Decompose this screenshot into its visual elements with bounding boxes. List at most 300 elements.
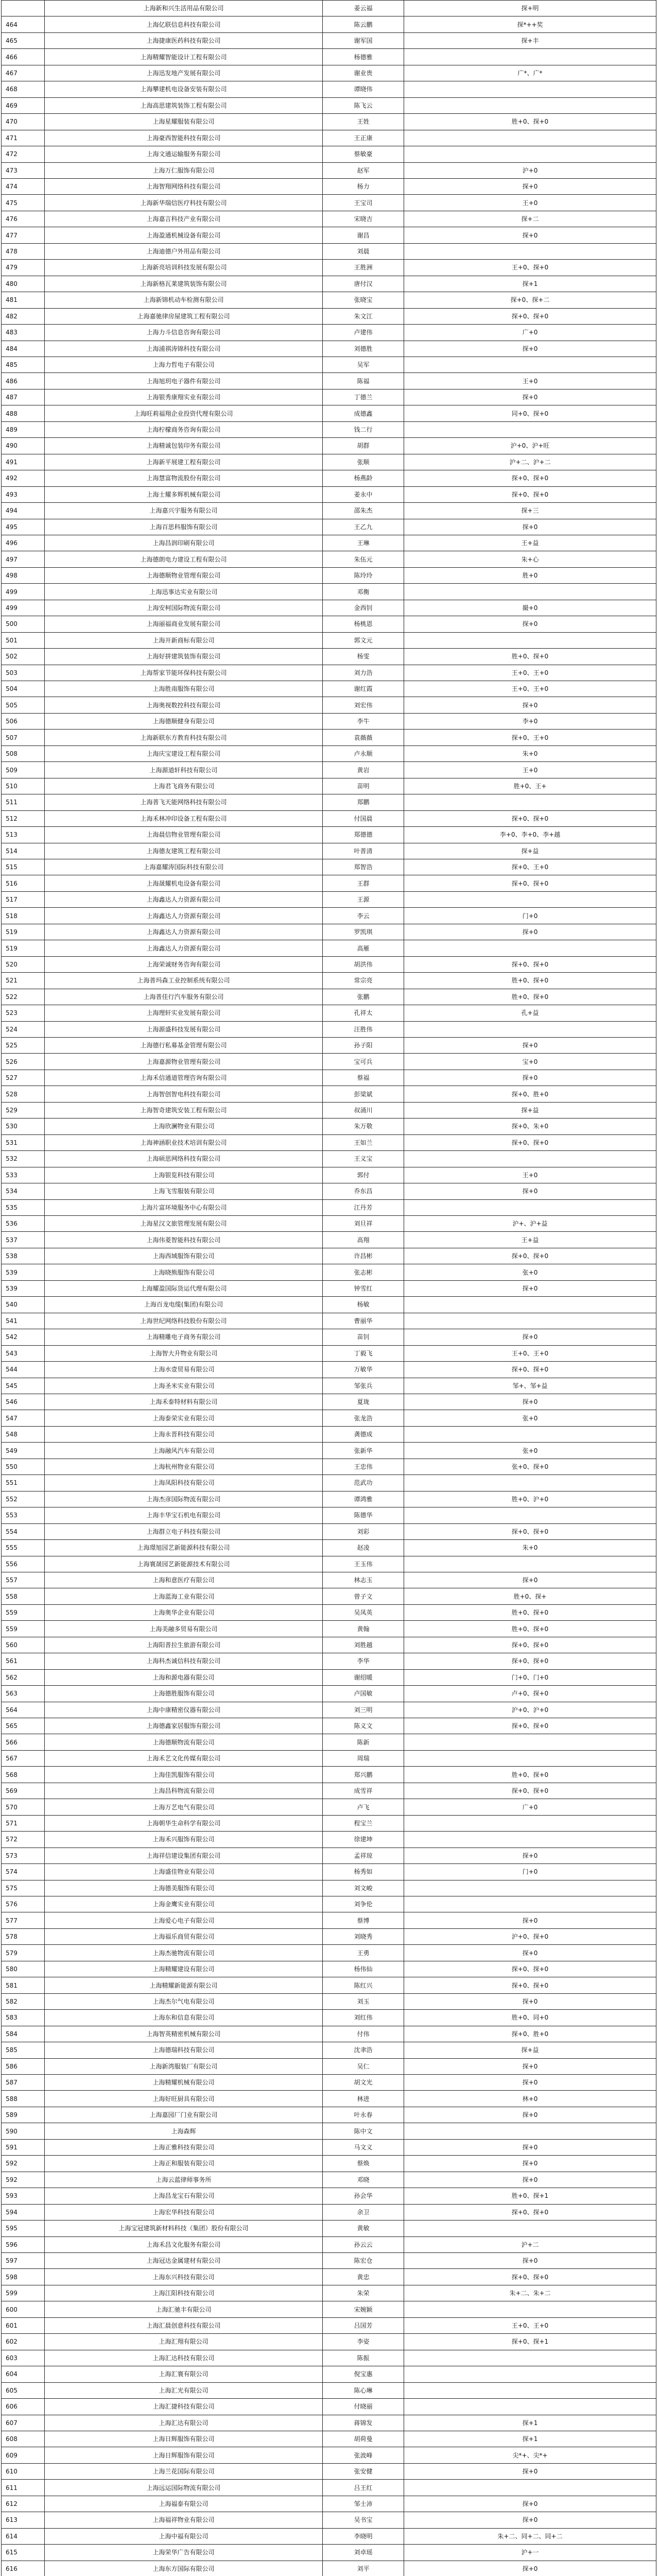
contact-person: 沈聿浩 [323,2042,404,2058]
row-number: 465 [2,32,45,48]
table-row [2,2236,656,2252]
contact-person: 金西钊 [323,600,404,616]
company-name: 上海汇翔有限公司 [45,2334,323,2350]
contact-person: 王如兰 [323,1134,404,1150]
row-number: 527 [2,1070,45,1086]
award-note [404,1313,656,1329]
table-row [2,1491,656,1507]
company-name: 上海普飞天能网络科技有限公司 [45,794,323,810]
contact-person: 龚德成 [323,1426,404,1442]
table-row [2,243,656,259]
company-name: 上海寰晟园艺新能源技术有限公司 [45,1556,323,1572]
table-row [2,1523,656,1539]
award-note [404,2480,656,2496]
row-number: 537 [2,1232,45,1248]
table-row [2,1604,656,1620]
row-number: 479 [2,260,45,276]
award-note: 朱+二、同+二、同+二 [404,2528,656,2544]
contact-person: 孙云云 [323,2236,404,2252]
contact-person: 吴仁 [323,2058,404,2074]
table-row [2,211,656,227]
company-name: 上海星耀服装有限公司 [45,114,323,130]
contact-person: 高雁 [323,940,404,956]
row-number: 466 [2,49,45,65]
company-name: 上海嘉兴宇服务有限公司 [45,503,323,519]
company-name: 上海好旺厨具有限公司 [45,2091,323,2107]
table-row [2,2042,656,2058]
row-number: 559 [2,1604,45,1620]
company-name: 上海圣米实业有限公司 [45,1378,323,1394]
table-row [2,1540,656,1556]
row-number: 492 [2,470,45,486]
award-note: 探+0 [404,2496,656,2512]
contact-person: 常宗亮 [323,973,404,989]
company-name: 上海迅事达实业有限公司 [45,584,323,600]
table-row [2,1297,656,1313]
row-number: 591 [2,2139,45,2155]
award-note: 林+0 [404,2091,656,2107]
award-note: 张+0、探+0 [404,1459,656,1475]
company-name: 上海丽福商业发展有限公司 [45,616,323,632]
company-name: 上海精雕电子商务有限公司 [45,1329,323,1345]
table-row [2,1848,656,1863]
table-row [2,2399,656,2415]
company-name: 上海汇达有限公司 [45,2415,323,2431]
table-row [2,1,656,16]
contact-person: 谢业贵 [323,65,404,81]
table-row [2,325,656,341]
row-number: 550 [2,1459,45,1475]
table-row [2,665,656,681]
row-number: 563 [2,1686,45,1702]
row-number: 540 [2,1297,45,1313]
award-note: 胜+0 [404,567,656,583]
contact-person: 付国晨 [323,810,404,826]
contact-person: 胡文光 [323,2075,404,2091]
table-row [2,730,656,745]
table-row [2,486,656,502]
company-name: 上海德胜服饰有限公司 [45,1686,323,1702]
contact-person: 范武功 [323,1475,404,1491]
contact-person: 蔡焕 [323,2156,404,2172]
table-row [2,195,656,211]
company-name: 上海宝冠建筑新材料科技（集团）股份有限公司 [45,2221,323,2236]
contact-person: 王忠伟 [323,1459,404,1475]
table-row [2,130,656,146]
company-name: 上海群立电子科技有限公司 [45,1523,323,1539]
row-number: 574 [2,1864,45,1880]
table-row [2,32,656,48]
company-name: 上海柠檬商务咨询有限公司 [45,421,323,437]
award-note: 李+0、李+0、李+越 [404,827,656,843]
award-note: 探+0、探+0 [404,308,656,324]
award-note [404,1815,656,1831]
company-name: 上海汇寰有限公司 [45,2366,323,2382]
company-name: 上海兰花国际有限公司 [45,2463,323,2479]
contact-person: 王义宝 [323,1151,404,1167]
table-row [2,551,656,567]
company-name: 上海百龙电缆(集团)有限公司 [45,1297,323,1313]
award-note: 胜+0、同+0 [404,2010,656,2026]
table-row [2,1410,656,1426]
contact-person: 张顺 [323,454,404,470]
contact-person: 陈德华 [323,1507,404,1523]
company-name: 上海东和信息有限公司 [45,2010,323,2026]
table-row [2,535,656,551]
row-number: 615 [2,2545,45,2561]
award-note: 探*++奖 [404,16,656,32]
award-note: 胜+0、探+ [404,1588,656,1604]
contact-person: 付晓丽 [323,2399,404,2415]
award-note: 探+0、探+0 [404,956,656,972]
award-note: 探+0、探+0 [404,486,656,502]
row-number: 588 [2,2091,45,2107]
row-number: 564 [2,1702,45,1718]
row-number: 524 [2,1021,45,1037]
table-row [2,713,656,729]
company-name: 上海德友建筑工程有限公司 [45,843,323,859]
award-note: 王+0 [404,762,656,778]
row-number: 562 [2,1669,45,1685]
company-name: 上海昌龙宝石有限公司 [45,2188,323,2204]
award-note [404,1475,656,1491]
row-number: 491 [2,454,45,470]
table-row [2,1232,656,1248]
table-row [2,1475,656,1491]
company-name: 上海禾林冲印设备工程有限公司 [45,810,323,826]
contact-person: 杨燕龄 [323,470,404,486]
row-number: 493 [2,486,45,502]
company-name: 上海普玛森工业控制系统有限公司 [45,973,323,989]
award-note: 宝+0 [404,1054,656,1070]
company-name: 上海云蓝律师事务所 [45,2172,323,2188]
contact-person: 胡群 [323,438,404,454]
table-row [2,1896,656,1912]
award-note: 探+0、探+0 [404,1961,656,1977]
table-row [2,1151,656,1167]
contact-person: 刘争伦 [323,1896,404,1912]
table-row [2,65,656,81]
row-number: 596 [2,2236,45,2252]
award-note: 王+0 [404,195,656,211]
award-note: 孔+益 [404,1005,656,1021]
table-row [2,1832,656,1848]
award-note: 门+0、门+0 [404,1669,656,1685]
table-row [2,1086,656,1102]
table-row [2,2431,656,2447]
contact-person: 刘力浩 [323,665,404,681]
table-row [2,2269,656,2285]
company-name: 上海凤阳科技有限公司 [45,1475,323,1491]
table-row [2,357,656,372]
company-name: 上海亿联信息科技有限公司 [45,16,323,32]
award-note: 探+益 [404,843,656,859]
contact-person: 孟祥琼 [323,1848,404,1863]
contact-person: 刘玉 [323,1993,404,2009]
company-name: 上海奥视数控科技有限公司 [45,697,323,713]
row-number: 518 [2,908,45,924]
table-row [2,1329,656,1345]
table-row [2,1702,656,1718]
contact-person: 谭晓伟 [323,81,404,97]
award-note [404,243,656,259]
table-row [2,2512,656,2528]
row-number: 517 [2,891,45,907]
table-row [2,778,656,794]
table-row [2,2415,656,2431]
contact-person: 邹士沛 [323,2496,404,2512]
award-note: 探+0、王+0 [404,730,656,745]
contact-person: 谢绍暖 [323,1669,404,1685]
award-note: 张+0 [404,1264,656,1280]
table-row [2,308,656,324]
company-name: 上海片富环境服务中心有限公司 [45,1199,323,1215]
row-number: 515 [2,859,45,875]
company-name: 上海爱心电子有限公司 [45,1912,323,1928]
contact-person: 宋晓吉 [323,211,404,227]
company-name: 上海福泰有限公司 [45,2496,323,2512]
contact-person: 杨力 [323,178,404,194]
company-name: 上海捷康医药科技有限公司 [45,32,323,48]
table-row [2,438,656,454]
contact-person: 陈振 [323,2350,404,2366]
table-row [2,2528,656,2544]
award-note: 探+0 [404,1945,656,1961]
row-number: 565 [2,1718,45,1734]
award-note: 探+0 [404,2139,656,2155]
company-name: 上海科杰诚信科技有限公司 [45,1653,323,1669]
award-note [404,2301,656,2317]
row-number: 570 [2,1799,45,1815]
award-note: 探+0、探+0 [404,810,656,826]
row-number: 513 [2,827,45,843]
row-number: 594 [2,2204,45,2220]
table-row [2,1345,656,1361]
contact-person: 谢红霞 [323,681,404,697]
award-note: 沪+二、沪+二 [404,454,656,470]
row-number: 581 [2,1977,45,1993]
table-row [2,114,656,130]
table-row [2,940,656,956]
company-name: 上海欣澜物业有限公司 [45,1118,323,1134]
award-note [404,1151,656,1167]
award-note: 探+0 [404,924,656,940]
award-note: 胜+0、沪+0 [404,1491,656,1507]
table-row [2,956,656,972]
table-row [2,373,656,389]
contact-person: 夏珑 [323,1394,404,1410]
award-note: 胜+0、王+ [404,778,656,794]
row-number: 472 [2,146,45,162]
award-note: 探+0 [404,519,656,535]
row-number: 535 [2,1199,45,1215]
row-number: 592 [2,2172,45,2188]
award-note [404,1297,656,1313]
row-number: 499 [2,584,45,600]
table-row [2,1054,656,1070]
row-number: 521 [2,973,45,989]
award-note: 探+0 [404,1070,656,1086]
table-row [2,49,656,65]
award-note: 探+0、胜+0 [404,1086,656,1102]
award-note: 王+0 [404,1167,656,1183]
table-row [2,1134,656,1150]
row-number: 584 [2,2026,45,2042]
row-number: 595 [2,2221,45,2236]
contact-person: 付伟 [323,2026,404,2042]
row-number: 578 [2,1928,45,1944]
award-note [404,940,656,956]
row-number: 485 [2,357,45,372]
award-note: 探+0、探+二 [404,292,656,308]
contact-person: 吕国芳 [323,2317,404,2333]
award-note: 探+0、探+0 [404,1134,656,1150]
award-note [404,97,656,113]
row-number: 507 [2,730,45,745]
table-row [2,2123,656,2139]
company-name: 上海德顺物流有限公司 [45,1734,323,1750]
contact-person: 蒋锦发 [323,2415,404,2431]
row-number: 549 [2,1443,45,1459]
contact-person: 叔涌川 [323,1102,404,1118]
row-number: 553 [2,1507,45,1523]
contact-person: 朱伍元 [323,551,404,567]
contact-person: 王乙九 [323,519,404,535]
award-note: 王+0、王+0 [404,1345,656,1361]
contact-person: 蔡博 [323,1912,404,1928]
row-number: 531 [2,1134,45,1150]
award-note: 探+益 [404,1102,656,1118]
row-number: 484 [2,341,45,357]
row-number: 471 [2,130,45,146]
award-note: 探+0 [404,1394,656,1410]
contact-person: 王胜洲 [323,260,404,276]
contact-person: 陈新 [323,1734,404,1750]
table-row [2,2204,656,2220]
company-name: 上海汇捷科技有限公司 [45,2399,323,2415]
company-name: 上海智英精密机械有限公司 [45,2026,323,2042]
award-note: 胜+0、探+0 [404,1604,656,1620]
company-name: 上海杰尔气电有限公司 [45,1993,323,2009]
row-number: 600 [2,2301,45,2317]
contact-person: 郑德德 [323,827,404,843]
row-number: 499 [2,600,45,616]
company-name: 上海慧富物流股份有限公司 [45,470,323,486]
award-note [404,421,656,437]
company-name: 上海新锦机动车检测有限公司 [45,292,323,308]
company-name: 上海精耀建设有限公司 [45,1961,323,1977]
row-number: 575 [2,1880,45,1896]
company-table-body [2,1,656,2576]
row-number: 519 [2,940,45,956]
row-number: 546 [2,1394,45,1410]
company-name: 上海宏华科技有限公司 [45,2204,323,2220]
company-name: 上海东方国际有限公司 [45,2561,323,2576]
contact-person: 卢永顺 [323,745,404,761]
company-name: 上海荣华广告有限公司 [45,2545,323,2561]
table-row [2,908,656,924]
table-row [2,2107,656,2123]
table-row [2,924,656,940]
company-name: 上海福乐商贸有限公司 [45,1928,323,1944]
award-note: 探+0 [404,2107,656,2123]
company-name: 上海士耀多辉机械有限公司 [45,486,323,502]
table-row [2,1864,656,1880]
row-number: 539 [2,1264,45,1280]
company-name: 上海银秀康翔实业有限公司 [45,389,323,405]
award-note [404,1750,656,1766]
contact-person: 陈中文 [323,2123,404,2139]
row-number: 607 [2,2415,45,2431]
row-number: 480 [2,276,45,292]
contact-person: 乔东昌 [323,1183,404,1199]
award-note [404,794,656,810]
row-number: 593 [2,2188,45,2204]
table-row [2,2447,656,2463]
award-note: 探+0 [404,2252,656,2268]
table-row [2,97,656,113]
contact-person: 谭鸿雅 [323,1491,404,1507]
row-number: 571 [2,1815,45,1831]
table-row [2,1799,656,1815]
contact-person: 刘旦祥 [323,1215,404,1231]
contact-person: 孔祥太 [323,1005,404,1021]
row-number: 478 [2,243,45,259]
contact-person: 郭付 [323,1167,404,1183]
row-number: 509 [2,762,45,778]
contact-person: 陈福 [323,373,404,389]
table-row [2,1183,656,1199]
contact-person: 林进 [323,2091,404,2107]
contact-person: 胡荷曼 [323,2431,404,2447]
row-number: 580 [2,1961,45,1977]
contact-person: 朱文江 [323,308,404,324]
contact-person: 姜云福 [323,1,404,16]
contact-person: 黄岩 [323,762,404,778]
contact-person: 王源 [323,891,404,907]
company-table [1,0,656,2576]
company-name: 上海精诚包装印务有限公司 [45,438,323,454]
contact-person: 李姿 [323,2334,404,2350]
award-note: 王+0、王+0 [404,2317,656,2333]
award-note: 探+0、探+0 [404,1248,656,1264]
row-number: 514 [2,843,45,859]
company-name: 上海德顺物业管理有限公司 [45,567,323,583]
company-name: 上海晓熊服饰有限公司 [45,1264,323,1280]
contact-person: 郑智浩 [323,859,404,875]
company-name: 上海新联东方教育科技有限公司 [45,730,323,745]
contact-person: 卢飞 [323,1799,404,1815]
award-note [404,81,656,97]
company-name: 上海力哲电子有限公司 [45,357,323,372]
row-number: 612 [2,2496,45,2512]
contact-person: 孙会华 [323,2188,404,2204]
company-name: 上海泰荣实业有限公司 [45,1410,323,1426]
table-row [2,389,656,405]
table-row [2,260,656,276]
company-name: 上海晟耀机电设备有限公司 [45,875,323,891]
contact-person: 邓衡 [323,584,404,600]
company-name: 上海万仁服饰有限公司 [45,162,323,178]
award-note: 广*、广* [404,65,656,81]
award-note: 朱+二、朱+二 [404,2285,656,2301]
award-note: 广+0 [404,325,656,341]
company-name: 上海昌科物流有限公司 [45,1783,323,1799]
contact-person: 张新华 [323,1443,404,1459]
contact-person: 成德鑫 [323,405,404,421]
award-note: 沪+二 [404,2236,656,2252]
row-number: 533 [2,1167,45,1183]
